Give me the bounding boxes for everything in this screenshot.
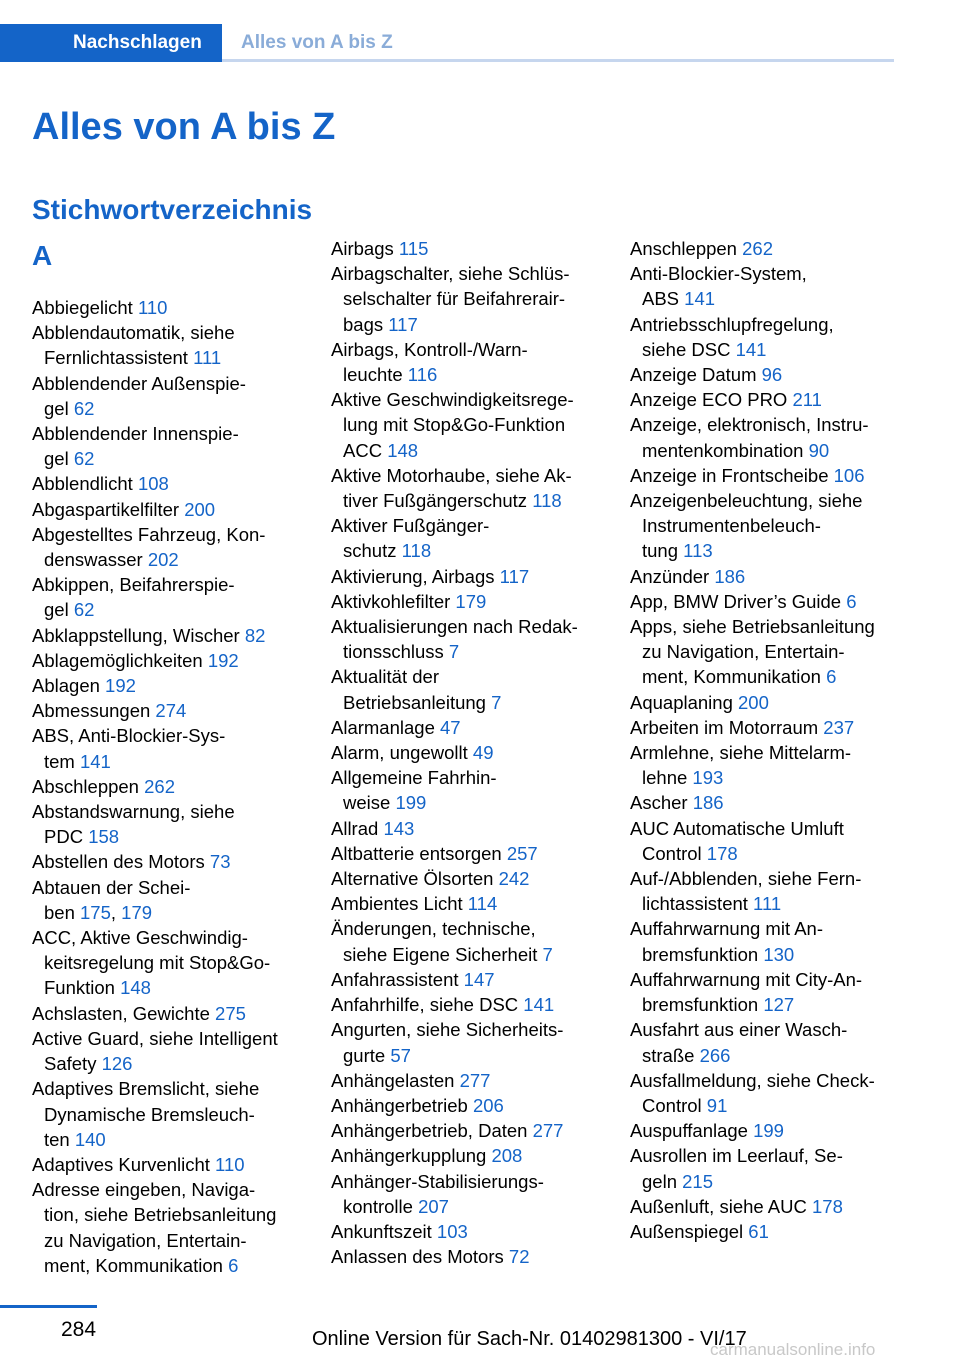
index-entry xyxy=(32,1026,317,1076)
index-entry-text: Abgestelltes Fahrzeug, Kon- xyxy=(32,523,266,545)
page-reference-link[interactable]: 266 xyxy=(699,1044,731,1066)
page-reference-link[interactable]: 130 xyxy=(763,943,795,965)
index-entry-text: Anfahrassistent xyxy=(331,968,464,990)
index-entry-text: Außenspiegel xyxy=(630,1220,749,1242)
index-entry-text: Abgaspartikelfilter xyxy=(32,498,185,520)
index-entry xyxy=(331,1219,616,1244)
page-title: Alles von A bis Z xyxy=(32,106,336,148)
page-reference-link[interactable]: 118 xyxy=(401,540,432,562)
index-entry-text: Abblendautomatik, siehe xyxy=(32,322,235,344)
page-reference-link[interactable]: 277 xyxy=(459,1069,491,1091)
index-entry xyxy=(630,1118,920,1143)
index-entry-text: lehne xyxy=(642,767,693,789)
page-reference-link[interactable]: 179 xyxy=(121,901,153,923)
index-entry-text: tion, siehe Betriebsanleitung xyxy=(44,1204,277,1226)
index-entry xyxy=(331,916,616,966)
index-entry xyxy=(630,1143,920,1193)
index-entry xyxy=(630,1068,920,1118)
index-entry-text: Ambientes Licht xyxy=(331,893,468,915)
index-entry xyxy=(630,1219,920,1244)
index-entry-text: ACC xyxy=(343,439,388,461)
page-reference-link[interactable]: 202 xyxy=(147,549,179,571)
index-entry-text: Ascher xyxy=(630,792,693,814)
page-reference-link[interactable]: 200 xyxy=(738,691,769,713)
page-reference-link[interactable]: 110 xyxy=(137,297,168,318)
index-entry xyxy=(630,564,920,589)
index-entry xyxy=(32,497,317,522)
index-entry-text: tionsschluss xyxy=(343,641,449,663)
page-reference-link[interactable]: 57 xyxy=(390,1044,411,1066)
index-entry xyxy=(331,387,616,463)
tab-nachschlagen[interactable]: Nachschlagen xyxy=(0,24,222,62)
index-entry xyxy=(331,236,616,261)
index-entry-text: Anzeige in Frontscheibe xyxy=(630,464,834,486)
index-entry xyxy=(630,463,920,488)
index-entry-text: Aktivierung, Airbags xyxy=(331,565,500,587)
index-entry-text: Außenluft, siehe AUC xyxy=(630,1195,813,1217)
page-reference-link[interactable]: 143 xyxy=(383,817,415,839)
page-reference-link[interactable]: 262 xyxy=(742,238,773,259)
index-entry-text: ment, Kommunikation xyxy=(44,1254,229,1276)
index-entry-text: Alternative Ölsorten xyxy=(331,868,499,890)
index-entry xyxy=(32,925,317,1001)
index-entry xyxy=(331,841,616,866)
index-entry xyxy=(32,572,317,622)
page-reference-link[interactable]: 140 xyxy=(74,1128,106,1150)
page-reference-link[interactable]: 148 xyxy=(120,977,151,999)
index-entry-text: ben xyxy=(44,901,81,923)
index-entry-text: Angurten, siehe Sicherheits- xyxy=(331,1019,564,1041)
index-entry-text: Armlehne, siehe Mittelarm- xyxy=(630,742,852,764)
index-entry xyxy=(630,790,920,815)
index-entry-text: gel xyxy=(44,599,74,621)
index-entry-text: Abschleppen xyxy=(32,775,145,797)
index-entry-text: kontrolle xyxy=(343,1195,419,1217)
index-entry-text: ment, Kommunikation xyxy=(642,666,827,688)
watermark: carmanualsonline.info xyxy=(710,1340,876,1359)
index-entry xyxy=(32,421,317,471)
index-entry-text: Aktive Motorhaube, siehe Ak- xyxy=(331,464,572,486)
page-reference-link[interactable]: 106 xyxy=(833,464,865,486)
index-entry-text: Dynamische Bremsleuch- xyxy=(44,1103,255,1125)
index-entry-text: geln xyxy=(642,1170,683,1192)
index-entry xyxy=(630,916,920,966)
index-entry xyxy=(331,564,616,589)
page-reference-link[interactable]: 186 xyxy=(714,565,746,587)
index-entry xyxy=(32,723,317,773)
index-entry xyxy=(32,673,317,698)
page-reference-link[interactable]: 192 xyxy=(207,649,239,671)
page-reference-link[interactable]: 62 xyxy=(73,599,95,621)
index-list xyxy=(32,295,317,1278)
index-entry-text: denswasser xyxy=(44,549,148,571)
index-entry xyxy=(630,412,920,462)
index-entry-text: ACC, Aktive Geschwindig- xyxy=(32,927,248,949)
index-entry-text: Aktualität der xyxy=(331,666,439,688)
page-reference-link[interactable]: 117 xyxy=(499,565,530,587)
index-entry xyxy=(331,1017,616,1067)
page-subtitle: Stichwortverzeichnis xyxy=(32,194,313,225)
index-entry-text: Adaptives Kurvenlicht xyxy=(32,1153,216,1175)
index-entry xyxy=(331,664,616,714)
index-entry-text: Abstellen des Motors xyxy=(32,851,210,873)
index-entry-text: Anlassen des Motors xyxy=(331,1246,509,1268)
page-reference-link[interactable]: 208 xyxy=(491,1145,523,1167)
index-entry xyxy=(331,1093,616,1118)
index-entry-text: Ausrollen im Leerlauf, Se- xyxy=(630,1145,843,1167)
page-reference-link[interactable]: 274 xyxy=(155,700,187,722)
index-entry-text: Alarmanlage xyxy=(331,716,441,738)
page-reference-link[interactable]: 141 xyxy=(684,288,716,310)
index-entry xyxy=(331,463,616,513)
page-reference-link[interactable]: 62 xyxy=(73,448,95,470)
index-entry-text: lung mit Stop&Go-Funktion xyxy=(343,414,566,436)
index-entry-text: gurte xyxy=(343,1044,391,1066)
index-entry-text: ten xyxy=(44,1128,75,1150)
index-entry-text: Anzeigenbeleuchtung, siehe xyxy=(630,490,863,512)
index-entry xyxy=(630,690,920,715)
index-entry-text: gel xyxy=(44,397,74,419)
index-entry-text: straße xyxy=(642,1044,700,1066)
index-entry-text: siehe Eigene Sicherheit xyxy=(343,943,543,965)
page-reference-link[interactable]: 147 xyxy=(463,968,495,990)
index-entry-text: Anhängerkupplung xyxy=(331,1145,492,1167)
index-entry-text: Anhänger-Stabilisierungs- xyxy=(331,1170,544,1192)
index-entry-text: tiver Fußgängerschutz xyxy=(343,490,533,512)
index-entry-text: weise xyxy=(343,792,396,814)
page-reference-link[interactable]: 127 xyxy=(763,994,795,1016)
index-entry-text: Funktion xyxy=(44,977,121,999)
index-entry-text: Abblendender Außenspie- xyxy=(32,372,246,394)
page-reference-link[interactable]: 118 xyxy=(532,490,562,512)
index-entry xyxy=(630,816,920,866)
index-entry-text: Control xyxy=(642,1094,707,1116)
index-entry-text: App, BMW Driver’s Guide xyxy=(630,590,847,612)
index-entry-text: Airbags xyxy=(331,238,399,259)
index-entry: Abtauen der Schei- ben 175, 179 xyxy=(32,876,191,923)
page-reference-link[interactable]: 262 xyxy=(144,775,175,797)
page-reference-link[interactable]: 141 xyxy=(735,338,767,360)
page-reference-link[interactable]: 96 xyxy=(761,364,783,386)
index-entry xyxy=(32,371,317,421)
footer-accent-line xyxy=(0,1305,97,1308)
index-entry xyxy=(32,774,317,799)
index-entry xyxy=(32,648,317,673)
index-entry-text: lichtassistent xyxy=(642,893,754,915)
index-entry-text: Anzünder xyxy=(630,565,715,587)
index-entry-text: Abbiegelicht xyxy=(32,297,138,318)
index-entry-text: Active Guard, siehe Intelligent xyxy=(32,1027,278,1049)
index-entry xyxy=(32,1177,317,1278)
header-tabbar xyxy=(0,24,960,62)
index-entry-text: keitsregelung mit Stop&Go- xyxy=(44,952,271,974)
index-list xyxy=(630,236,920,1244)
page-reference-link[interactable]: 82 xyxy=(244,624,266,646)
index-entry-text: Fernlichtassistent xyxy=(44,347,194,369)
index-entry-text: schutz xyxy=(343,540,402,562)
page-reference-link[interactable]: 126 xyxy=(101,1053,133,1075)
page-reference-link[interactable]: 116 xyxy=(407,364,438,386)
index-entry-text: Auspuffanlage xyxy=(630,1120,754,1142)
index-entry-text: Instrumentenbeleuch- xyxy=(642,515,821,537)
index-entry xyxy=(630,387,920,412)
page-reference-link[interactable]: 199 xyxy=(753,1120,784,1142)
page-reference-link[interactable]: 237 xyxy=(823,716,855,738)
index-entry xyxy=(331,765,616,815)
index-entry-text: Altbatterie entsorgen xyxy=(331,842,507,864)
index-entry-text: Alarm, ungewollt xyxy=(331,742,473,764)
index-entry xyxy=(331,740,616,765)
index-entry xyxy=(331,866,616,891)
index-entry-text: Abblendender Innenspie- xyxy=(32,423,239,445)
index-column-1 xyxy=(32,236,317,1278)
page-reference-link[interactable]: 90 xyxy=(808,439,830,461)
page-reference-link[interactable]: 91 xyxy=(706,1094,728,1116)
index-entry-text: Aktivkohlefilter xyxy=(331,590,456,612)
page-reference-link[interactable]: 110 xyxy=(215,1153,245,1175)
index-entry-text: Aktiver Fußgänger- xyxy=(331,515,490,537)
index-entry xyxy=(32,471,317,496)
page-reference-link[interactable]: 141 xyxy=(523,994,555,1016)
index-entry xyxy=(630,967,920,1017)
page-reference-link[interactable]: 6 xyxy=(228,1254,239,1276)
index-entry-text: Aktualisierungen nach Redak- xyxy=(331,616,578,638)
index-entry xyxy=(331,1143,616,1168)
index-entry xyxy=(331,992,616,1017)
index-entry-text: tung xyxy=(642,540,684,562)
page-reference-link[interactable]: 175 xyxy=(80,901,111,923)
index-entry-text: Anti-Blockier-System, xyxy=(630,263,807,285)
page-reference-link[interactable]: 114 xyxy=(467,893,498,915)
page-reference-link[interactable]: 111 xyxy=(753,893,782,915)
index-entry-text: Auf-/Abblenden, siehe Fern- xyxy=(630,868,862,890)
index-entry-text: siehe DSC xyxy=(642,338,736,360)
page-reference-link[interactable]: 277 xyxy=(532,1120,564,1142)
page-reference-link[interactable]: 7 xyxy=(491,691,502,713)
index-entry-text: bremsfunktion xyxy=(642,994,764,1016)
page-reference-link[interactable]: 178 xyxy=(706,842,738,864)
page-reference-link[interactable]: 6 xyxy=(846,590,857,612)
index-entry xyxy=(331,614,616,664)
page-reference-link[interactable]: 62 xyxy=(73,397,95,419)
index-entry-text: Anzeige ECO PRO xyxy=(630,389,793,411)
index-entry-text: selschalter für Beifahrerair- xyxy=(343,288,566,310)
index-entry-text: Anhängerbetrieb, Daten xyxy=(331,1120,533,1142)
index-entry-text: Achslasten, Gewichte xyxy=(32,1002,216,1024)
index-entry xyxy=(32,698,317,723)
page-reference-link[interactable]: 115 xyxy=(398,238,429,259)
index-entry xyxy=(331,513,616,563)
index-entry xyxy=(630,236,920,261)
index-entry-text: Anzeige Datum xyxy=(630,364,762,386)
index-entry-text: Abmessungen xyxy=(32,700,156,722)
index-entry xyxy=(32,522,317,572)
index-entry xyxy=(331,891,616,916)
index-entry-text: Ausfallmeldung, siehe Check- xyxy=(630,1069,875,1091)
index-entry xyxy=(32,1152,317,1177)
index-entry xyxy=(630,488,920,564)
index-entry xyxy=(630,715,920,740)
index-entry xyxy=(630,614,920,690)
page-reference-link[interactable]: 199 xyxy=(395,792,427,814)
index-entry-text: Auffahrwarnung mit City-An- xyxy=(630,968,863,990)
index-entry-text: tem xyxy=(44,750,80,772)
index-entry xyxy=(630,589,920,614)
index-entry-text: Adresse eingeben, Naviga- xyxy=(32,1179,256,1201)
index-entry xyxy=(630,740,920,790)
online-version-note: Online Version für Sach-Nr. 01402981300 - VI/17 xyxy=(312,1328,747,1350)
index-entry xyxy=(32,320,317,370)
index-entry xyxy=(32,623,317,648)
index-entry xyxy=(630,1194,920,1219)
index-entry-text: Anhängelasten xyxy=(331,1069,460,1091)
page-reference-link[interactable]: 193 xyxy=(692,767,724,789)
page-reference-link[interactable]: 49 xyxy=(472,742,494,764)
page-reference-link[interactable]: 275 xyxy=(215,1002,246,1024)
index-entry xyxy=(331,1118,616,1143)
index-entry-text: Anfahrhilfe, siehe DSC xyxy=(331,994,524,1016)
page-reference-link[interactable]: 179 xyxy=(455,590,487,612)
index-list xyxy=(331,236,616,1269)
page-reference-link[interactable]: 47 xyxy=(440,716,461,738)
page-reference-link[interactable]: 7 xyxy=(542,943,553,965)
index-entry-text: Antriebsschlupfregelung, xyxy=(630,313,834,335)
page-reference-link[interactable]: 111 xyxy=(193,347,222,369)
page-reference-link[interactable]: 207 xyxy=(418,1195,449,1217)
index-entry-text: Abstandswarnung, siehe xyxy=(32,801,235,823)
index-entry-text: zu Navigation, Entertain- xyxy=(642,641,845,663)
page-reference-link[interactable]: 148 xyxy=(387,439,419,461)
index-entry-text: Abklappstellung, Wischer xyxy=(32,624,245,646)
tab-alles-von-a-bis-z[interactable]: Alles von A bis Z xyxy=(241,32,393,53)
index-entry xyxy=(331,816,616,841)
index-entry xyxy=(630,866,920,916)
index-entry-text: Abtauen der Schei- xyxy=(32,876,191,898)
index-entry-text: leuchte xyxy=(343,364,408,386)
page-reference-link[interactable]: 178 xyxy=(812,1195,843,1217)
index-entry-text: ABS xyxy=(642,288,685,310)
index-entry xyxy=(331,967,616,992)
index-entry-text: PDC xyxy=(44,826,89,848)
page-reference-link[interactable]: 113 xyxy=(683,540,713,562)
index-entry-text: Ablagemöglichkeiten xyxy=(32,649,208,671)
index-entry xyxy=(331,337,616,387)
index-entry xyxy=(32,849,317,874)
index-entry-text: Betriebsanleitung xyxy=(343,691,492,713)
index-entry-text: AUC Automatische Umluft xyxy=(630,817,844,839)
page-reference-link[interactable]: 103 xyxy=(436,1220,468,1242)
index-entry-text: Adaptives Bremslicht, siehe xyxy=(32,1078,260,1100)
index-entry-text: Apps, siehe Betriebsanleitung xyxy=(630,616,875,638)
index-entry-text: Abblendlicht xyxy=(32,473,138,495)
page-reference-link[interactable]: 200 xyxy=(184,498,216,520)
index-entry-text: gel xyxy=(44,448,74,470)
index-entry-text: Airbags, Kontroll-/Warn- xyxy=(331,338,528,360)
index-entry-text: zu Navigation, Entertain- xyxy=(44,1229,247,1251)
index-entry-text: Allgemeine Fahrhin- xyxy=(331,767,497,789)
index-entry-text: Control xyxy=(642,842,707,864)
index-entry-text: Anschleppen xyxy=(630,238,743,259)
index-entry xyxy=(32,1076,317,1152)
index-column-3 xyxy=(630,236,920,1244)
index-entry xyxy=(331,1068,616,1093)
index-entry xyxy=(630,261,920,311)
page-reference-link[interactable]: 72 xyxy=(508,1246,530,1268)
page-reference-link[interactable]: 257 xyxy=(506,842,538,864)
index-entry xyxy=(331,715,616,740)
index-letter-heading: A xyxy=(32,240,53,271)
index-entry-text: bremsfunktion xyxy=(642,943,764,965)
page-number: 284 xyxy=(61,1318,97,1341)
page-reference-link[interactable]: 192 xyxy=(105,675,136,697)
index-entry-text: Arbeiten im Motorraum xyxy=(630,716,824,738)
index-entry-text: Änderungen, technische, xyxy=(331,918,536,940)
index-entry xyxy=(32,799,317,849)
page-reference-link[interactable]: 186 xyxy=(692,792,724,814)
index-entry-text: Safety xyxy=(44,1053,102,1075)
index-entry-text: Ausfahrt aus einer Wasch- xyxy=(630,1019,848,1041)
index-entry-text: Anhängerbetrieb xyxy=(331,1094,473,1116)
index-entry xyxy=(630,362,920,387)
index-entry-text: Aquaplaning xyxy=(630,691,739,713)
page-reference-link[interactable]: 242 xyxy=(498,868,530,890)
page-reference-link[interactable]: 211 xyxy=(792,389,822,411)
index-entry xyxy=(331,261,616,337)
index-entry-text: Aktive Geschwindigkeitsrege- xyxy=(331,389,574,411)
index-entry xyxy=(32,1001,317,1026)
index-entry-text: Anzeige, elektronisch, Instru- xyxy=(630,414,869,436)
page-reference-link[interactable]: 108 xyxy=(137,473,169,495)
page-reference-link[interactable]: 61 xyxy=(748,1220,769,1242)
index-entry xyxy=(630,312,920,362)
index-entry-text: ABS, Anti-Blockier-Sys- xyxy=(32,725,226,747)
page-reference-link[interactable]: 117 xyxy=(388,313,418,335)
index-entry-text: Ankunftszeit xyxy=(331,1220,437,1242)
index-entry xyxy=(331,1169,616,1219)
page-reference-link[interactable]: 158 xyxy=(88,826,120,848)
page-reference-link[interactable]: 7 xyxy=(448,641,460,663)
index-entry xyxy=(32,295,317,320)
index-entry-text: bags xyxy=(343,313,389,335)
index-column-2 xyxy=(331,236,616,1269)
index-entry xyxy=(331,1244,616,1269)
page-reference-link[interactable]: 6 xyxy=(826,666,837,688)
page-reference-link[interactable]: 206 xyxy=(472,1094,504,1116)
index-entry-text: Auffahrwarnung mit An- xyxy=(630,918,823,940)
index-entry-text: Allrad xyxy=(331,817,384,839)
index-entry xyxy=(331,589,616,614)
page-reference-link[interactable]: 73 xyxy=(209,851,231,873)
index-entry-text: Airbagschalter, siehe Schlüs- xyxy=(331,263,570,285)
index-entry-text: Abkippen, Beifahrerspie- xyxy=(32,574,235,596)
index-entry-text: Ablagen xyxy=(32,675,106,697)
tab-divider-line xyxy=(222,59,894,62)
page-reference-link[interactable]: 141 xyxy=(79,750,111,772)
index-entry-text: mentenkombination xyxy=(642,439,809,461)
page-reference-link[interactable]: 215 xyxy=(682,1170,713,1192)
index-entry xyxy=(630,1017,920,1067)
